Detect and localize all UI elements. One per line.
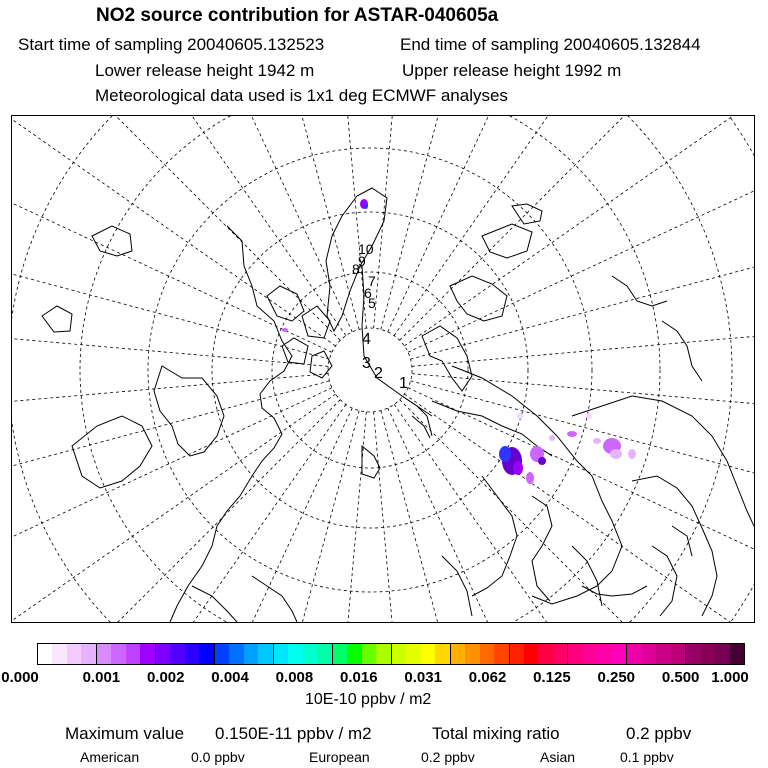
color-scale-segment (656, 644, 670, 664)
color-scale-segment (347, 644, 361, 664)
plume-blob (628, 449, 636, 459)
color-scale-tick-label: 0.031 (404, 669, 442, 686)
color-scale-tick-label: 0.000 (1, 669, 39, 686)
color-scale-segment (524, 644, 538, 664)
color-scale-segment (244, 644, 258, 664)
meridian-line (394, 116, 754, 336)
meridian-line (381, 116, 603, 329)
day-marker: 3 (362, 355, 371, 372)
american-label: American (80, 749, 140, 765)
day-marker: 5 (368, 295, 376, 311)
color-scale-tick-label: 0.001 (82, 669, 121, 686)
color-scale-segment (510, 644, 524, 664)
color-scale-segment (612, 644, 627, 664)
color-scale-segment (392, 644, 406, 664)
color-scale-tick-label: 1.000 (711, 669, 749, 686)
color-scale-segment (597, 644, 611, 664)
color-scale-segment (317, 644, 332, 664)
meridian-line (12, 404, 346, 622)
meridian-line (12, 116, 346, 336)
day-marker: 1 (399, 375, 408, 392)
color-scale-segment (303, 644, 317, 664)
day-marker: 2 (374, 365, 383, 382)
day-marker: 8 (352, 261, 360, 277)
color-scale-segment (376, 644, 391, 664)
plume-blob (526, 472, 534, 484)
color-scale-segment (715, 644, 729, 664)
meridian-line (292, 412, 367, 622)
maximum-value: 0.150E-11 ppbv / m2 (215, 724, 372, 743)
color-scale-segment (156, 644, 170, 664)
asian-label: Asian (540, 749, 576, 765)
plume-blob (567, 431, 577, 437)
color-scale-segment (229, 644, 243, 664)
color-scale-segment (81, 644, 96, 664)
color-scale-segment (274, 644, 288, 664)
color-scale-segment (627, 644, 641, 664)
color-scale-segment (421, 644, 435, 664)
european-label: European (309, 749, 370, 765)
color-scale-segment (686, 644, 700, 664)
asian-value: 0.1 ppbv (620, 749, 674, 765)
plume-blob (364, 203, 368, 209)
day-marker: 4 (362, 331, 371, 348)
meridian-line (404, 394, 754, 622)
day-markers (352, 241, 432, 416)
color-scale-segment (538, 644, 552, 664)
color-scale-tick-label: 0.016 (340, 669, 378, 686)
meridian-line (404, 116, 754, 346)
meridian-line (400, 400, 754, 622)
day-marker: 9 (358, 253, 366, 269)
color-scale-segment (288, 644, 302, 664)
plume-blob (549, 435, 555, 441)
map-canvas (12, 116, 754, 622)
color-scale-segment (215, 644, 229, 664)
plume-blob (610, 449, 622, 459)
lat-lon-grid (12, 116, 754, 622)
lower-release-height: Lower release height 1942 m (95, 61, 315, 80)
meridian-line (394, 404, 754, 622)
meridian-line (12, 116, 340, 340)
meridian-line (388, 116, 751, 332)
end-time-label: End time of sampling 20040605.132844 (400, 35, 701, 54)
color-scale-segment (553, 644, 568, 664)
maximum-value-label: Maximum value (65, 724, 185, 743)
meridian-line (412, 374, 754, 449)
map-title: NO2 source contribution for ASTAR-040605a (96, 5, 499, 26)
plume-blob (538, 457, 546, 465)
color-scale-tick-label: 0.004 (211, 669, 249, 686)
color-scale-segment (67, 644, 81, 664)
meridian-line (411, 381, 754, 603)
latitude-circle (12, 116, 754, 622)
day-marker: 6 (364, 285, 372, 301)
color-scale-bar (37, 643, 745, 665)
color-scale-segment (730, 644, 744, 664)
color-scale-segment (126, 644, 140, 664)
color-scale-segment (52, 644, 66, 664)
meridian-line (374, 116, 449, 328)
color-scale-tick-label: 0.002 (146, 669, 185, 686)
plume-blob (586, 413, 592, 419)
color-scale-segment (199, 644, 214, 664)
meridian-line (137, 116, 359, 329)
upper-release-height: Upper release height 1992 m (402, 61, 622, 80)
color-scale-segment (494, 644, 509, 664)
european-value: 0.2 ppbv (421, 749, 475, 765)
plume-blob (499, 446, 511, 462)
color-scale-segment (451, 644, 465, 664)
meridian-line (137, 411, 359, 622)
coastlines (42, 188, 754, 622)
color-scale-segment (38, 644, 52, 664)
color-scale-segment (701, 644, 715, 664)
color-scale-segment (465, 644, 479, 664)
meridian-line (12, 116, 336, 346)
meridian-line (411, 137, 754, 359)
color-scale-segment (480, 644, 494, 664)
polar-map (11, 115, 755, 623)
color-scale-segment (671, 644, 686, 664)
start-time-label: Start time of sampling 20040605.132523 (18, 35, 325, 54)
meridian-line (12, 400, 340, 622)
color-scale-segment (568, 644, 582, 664)
color-scale-segment (642, 644, 656, 664)
meridian-line (12, 116, 352, 332)
day-marker: 10 (358, 241, 374, 257)
color-scale-segment (333, 644, 347, 664)
total-mixing-ratio-label: Total mixing ratio (432, 724, 560, 743)
color-scale-tick-label: 0.500 (661, 669, 700, 686)
plume-blob (517, 413, 523, 419)
color-scale-segment (583, 644, 597, 664)
meridian-line (400, 116, 754, 340)
meridian-line (381, 411, 603, 622)
color-scale-segment (435, 644, 450, 664)
american-value: 0.0 ppbv (191, 749, 245, 765)
color-scale-segment (406, 644, 420, 664)
color-scale-segment (185, 644, 199, 664)
meridian-line (374, 412, 449, 622)
color-scale-tick-label: 0.008 (275, 669, 314, 686)
color-scale-tick-label: 0.250 (597, 669, 636, 686)
total-mixing-ratio-value: 0.2 ppbv (626, 724, 692, 743)
color-scale-segment (258, 644, 273, 664)
plume-blob (282, 328, 288, 332)
color-scale-tick-label: 0.125 (533, 669, 571, 686)
day-marker: 7 (368, 273, 376, 289)
color-scale-segment (362, 644, 376, 664)
color-scale-unit: 10E-10 ppbv / m2 (305, 691, 432, 708)
color-scale-segment (170, 644, 184, 664)
plume-blob (593, 438, 601, 444)
color-scale-segment (140, 644, 155, 664)
meridian-line (408, 116, 754, 352)
color-scale-segment (97, 644, 111, 664)
meridian-line (412, 292, 754, 367)
color-scale-segment (111, 644, 125, 664)
color-scale-tick-label: 0.062 (468, 669, 507, 686)
plume-blob (513, 461, 523, 475)
meridian-line (12, 394, 336, 622)
meridian-line (408, 388, 754, 622)
meteorological-data-note: Meteorological data used is 1x1 deg ECMWF analyses (95, 86, 508, 105)
